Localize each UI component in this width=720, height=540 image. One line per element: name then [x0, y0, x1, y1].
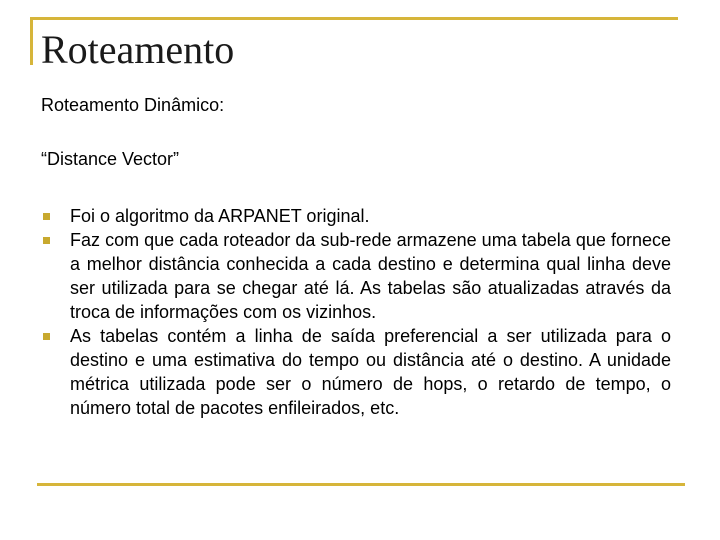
- frame-bottom-line: [37, 483, 685, 486]
- bullet-text: Foi o algoritmo da ARPANET original.: [70, 206, 370, 226]
- slide-quote: “Distance Vector”: [41, 149, 180, 169]
- frame-left-line: [30, 17, 33, 65]
- slide-subtitle: Roteamento Dinâmico:: [41, 95, 225, 115]
- frame-top-line: [30, 17, 678, 20]
- slide-title: Roteamento: [41, 27, 235, 72]
- bullet-item: [42, 204, 671, 228]
- square-bullet-icon: [43, 213, 50, 220]
- bullet-list: [42, 204, 671, 420]
- bullet-item: [42, 324, 671, 420]
- square-bullet-icon: [43, 237, 50, 244]
- bullet-text: Faz com que cada roteador da sub-rede armazene uma tabela que fornece a melhor distância conhecida a cada destino e determina qual linha deve ser utilizada para se chegar até lá. As tabelas são atualizadas através da troca de informações com os vizinhos.: [70, 230, 671, 322]
- bullet-text: As tabelas contém a linha de saída preferencial a ser utilizada para o destino e uma estimativa do tempo ou distância até o destino. A unidade métrica utilizada pode ser o número de hops, o retardo de tempo, o número total de pacotes enfileirados, etc.: [70, 326, 671, 418]
- bullet-item: [42, 228, 671, 324]
- square-bullet-icon: [43, 333, 50, 340]
